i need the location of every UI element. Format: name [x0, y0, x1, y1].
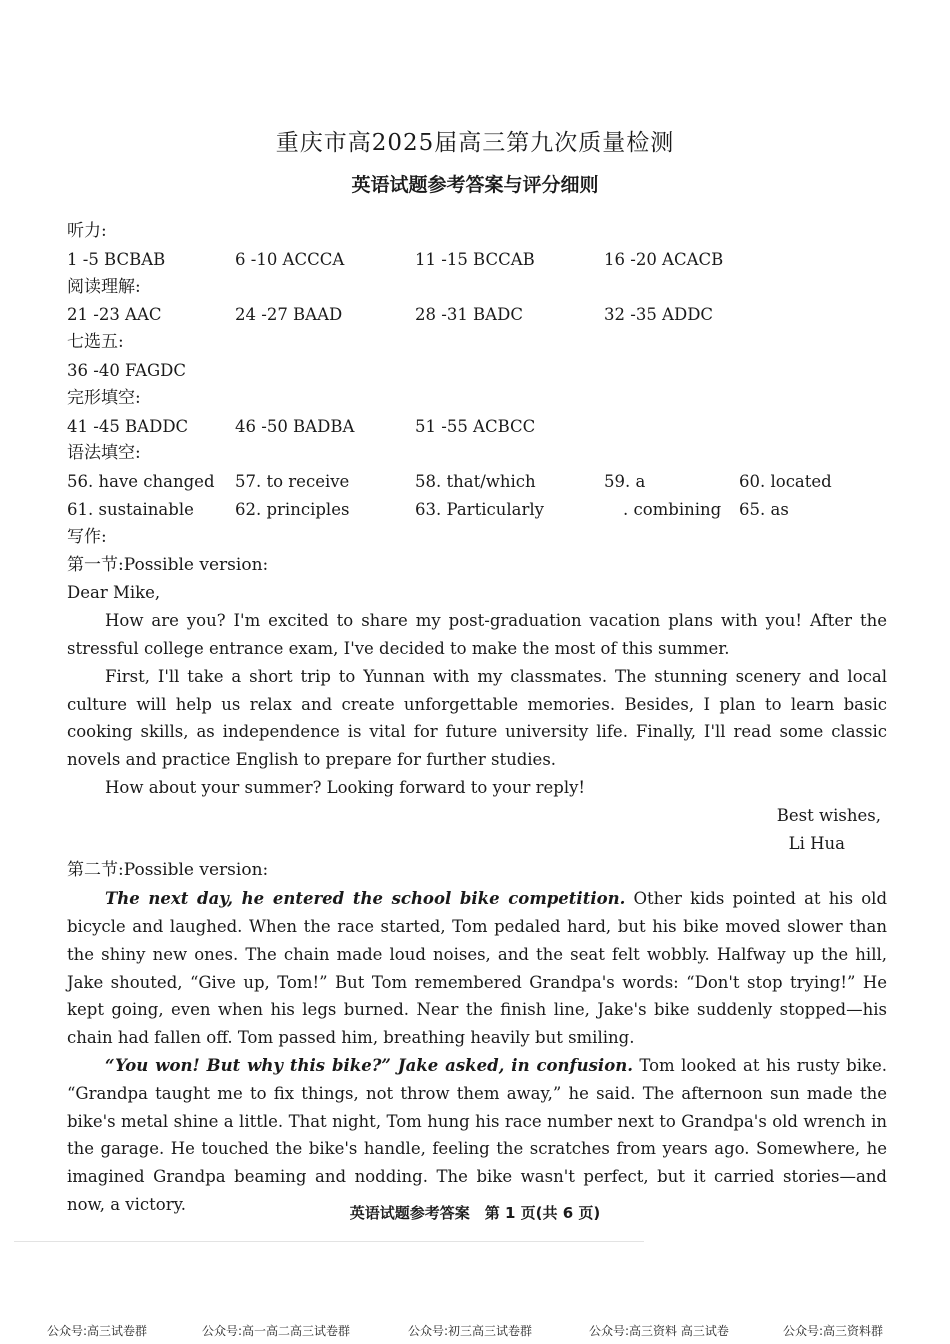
story-body: Other kids pointed at his old bicycle and laughed. When the race started, Tom pedaled hard, but his bike moved slower than the shiny new ones. The chain made loud noises, and the seat felt wobbly. Halfway up the hill, Jake shouted, “Give up, Tom!” But Tom remembered Grandpa's words: “Don't stop trying!” He kept going, even when his legs burned. Near the finish line, Jake's bike suddenly stopped—his chain had fallen off. Tom passed him, breathing heavily but smiling. [67, 889, 888, 1048]
listening-label: 听力: [67, 221, 107, 241]
reading-answers [67, 301, 887, 329]
answer-group: 51 -55 ACBCC [415, 416, 536, 436]
story-paragraph [67, 1052, 887, 1219]
grammar-answers-row-2 [67, 496, 887, 524]
listening-answers [67, 246, 887, 274]
grammar-answer: 58. that/which [415, 472, 536, 492]
writing-label: 写作: [67, 526, 107, 547]
answer-group: 24 -27 BAAD [235, 305, 343, 325]
page-title: 重庆市高2025届高三第九次质量检测 [275, 130, 675, 156]
story-body: Tom looked at his rusty bike. “Grandpa taught me to fix things, not throw them away,” he said. The afternoon sun made the bike's metal shine a little. That night, Tom hung his race number next to Grandpa's old wrench in the garage. He touched the bike's handle, feeling the scratches from years ago. Somewhere, he imagined Grandpa beaming and nodding. The bike wasn't perfect, but it carried stories—and now, a victory. [67, 1055, 887, 1214]
answer-content [67, 218, 887, 1219]
letter-closing: Best wishes, [776, 805, 881, 825]
writing-part2-label: 第二节:Possible version: [67, 860, 269, 881]
story-lead-sentence: “You won! But why this bike?” Jake asked, in confusion. [105, 1055, 633, 1075]
page-footer: 英语试题参考答案 第 1 页(共 6 页) [349, 1204, 601, 1222]
answer-group: 41 -45 BADDC [67, 416, 189, 436]
grammar-answer: 61. sustainable [67, 499, 194, 519]
grammar-answer: 60. located [739, 472, 832, 492]
grammar-answers-row-1 [67, 468, 887, 496]
letter-paragraph: How about your summer? Looking forward to your reply! [105, 777, 586, 797]
cloze-label: 完形填空: [67, 387, 141, 408]
grammar-answer: 63. Particularly [415, 499, 544, 519]
letter-paragraph: First, I'll take a short trip to Yunnan with my classmates. The stunning scenery and local culture will help us relax and create unforgettable memories. Besides, I plan to learn basic cooking skills, as independence is vital for future university life. Finally, I'll read some classic novels and practice English to prepare for further studies. [67, 666, 887, 770]
grammar-answer: . combining [623, 499, 722, 519]
watermark-text: 公众号:高一高二高三试卷群 [202, 1324, 351, 1338]
watermark-text: 公众号:高三试卷群 [47, 1324, 148, 1338]
letter-greeting: Dear Mike, [67, 583, 161, 603]
watermark-text: 公众号:高三资料群 [783, 1324, 884, 1338]
grammar-answer: 65. as [739, 499, 789, 519]
grammar-label: 语法填空: [67, 443, 141, 464]
answer-group: 28 -31 BADC [415, 305, 523, 325]
answer-group: 46 -50 BADBA [235, 416, 355, 436]
answer-group: 36 -40 FAGDC [67, 360, 187, 380]
answer-group: 11 -15 BCCAB [415, 249, 535, 269]
grammar-answer: 59. a [604, 472, 646, 492]
seven-choose-five-answers [67, 357, 887, 385]
footer-divider [14, 1241, 644, 1242]
answer-group: 32 -35 ADDC [604, 305, 714, 325]
watermark-strip [0, 1322, 950, 1342]
story-paragraph [67, 885, 887, 1052]
answer-group: 16 -20 ACACB [604, 249, 724, 269]
cloze-answers [67, 413, 887, 441]
reading-label: 阅读理解: [67, 276, 141, 297]
letter-paragraph: How are you? I'm excited to share my post-graduation vacation plans with you! After the stressful college entrance exam, I've decided to make the most of this summer. [67, 611, 887, 658]
grammar-answer: 56. have changed [67, 472, 215, 492]
answer-group: 21 -23 AAC [67, 305, 162, 325]
grammar-answer: 57. to receive [235, 472, 350, 492]
answer-group: 1 -5 BCBAB [67, 249, 166, 269]
seven-choose-five-label: 七选五: [67, 332, 124, 353]
story-lead-sentence: The next day, he entered the school bike competition. [105, 889, 626, 909]
letter-signature: Li Hua [788, 833, 845, 853]
answer-group: 6 -10 ACCCA [235, 249, 345, 269]
writing-part1-label: 第一节:Possible version: [67, 554, 269, 575]
page-subtitle: 英语试题参考答案与评分细则 [351, 174, 599, 196]
grammar-answer: 62. principles [235, 499, 350, 519]
watermark-text: 公众号:初三高三试卷群 [408, 1324, 533, 1338]
watermark-text: 公众号:高三资料 高三试卷 [589, 1324, 729, 1338]
